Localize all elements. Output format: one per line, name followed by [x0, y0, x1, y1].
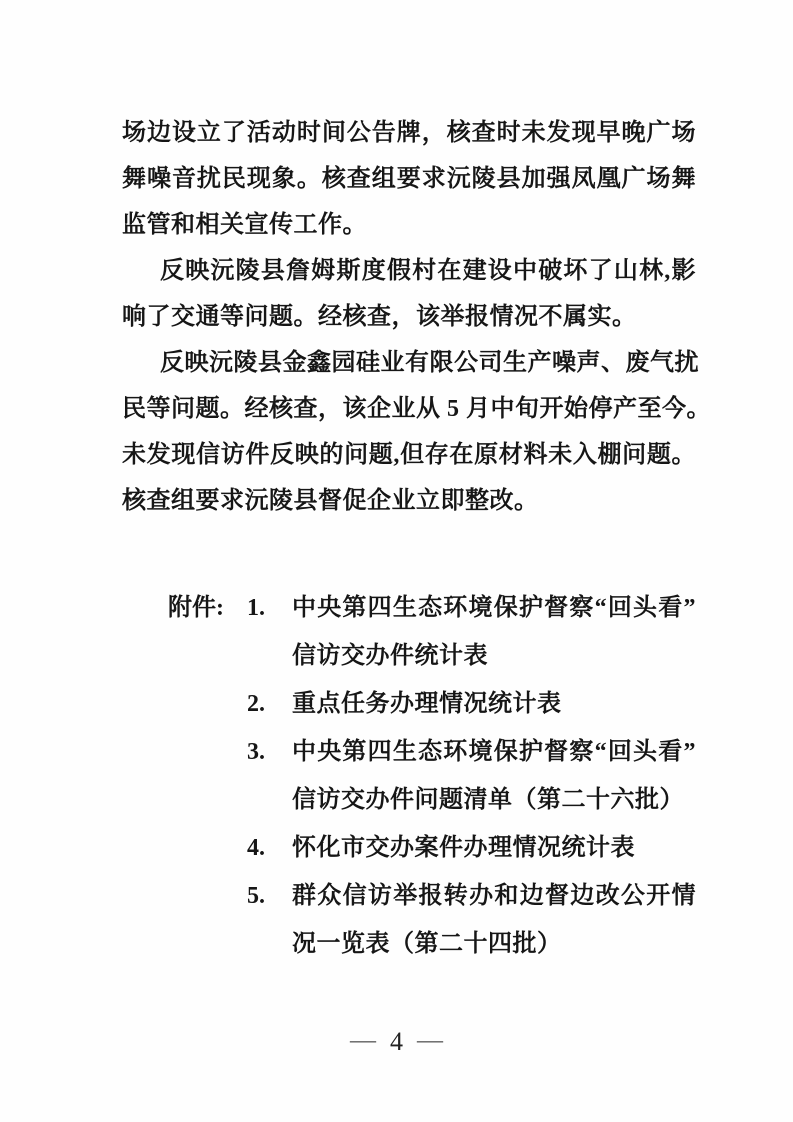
text-line: 反映沅陵县金鑫园硅业有限公司生产噪声、废气扰 — [160, 350, 699, 376]
body-paragraph — [122, 110, 696, 248]
attachment-line: 中央第四生态环境保护督察“回头看” — [292, 595, 696, 621]
body-paragraph — [122, 248, 696, 340]
page-footer — [0, 1022, 793, 1062]
footer-dash-right: — — [417, 1025, 443, 1054]
attachment-item-number: 4. — [247, 835, 265, 861]
attachment-line: 信访交办件统计表 — [292, 643, 488, 669]
text-line: 场边设立了活动时间公告牌，核查时未发现早晚广场 — [122, 120, 696, 146]
attachment-line: 重点任务办理情况统计表 — [292, 691, 562, 717]
attachment-line: 中央第四生态环境保护督察“回头看” — [292, 739, 696, 765]
body-paragraph — [122, 340, 711, 524]
text-line: 反映沅陵县詹姆斯度假村在建设中破坏了山林,影 — [160, 258, 696, 284]
attachment-line: 怀化市交办案件办理情况统计表 — [292, 835, 635, 861]
attachment-item — [122, 680, 696, 728]
attachment-line: 群众信访举报转办和边督边改公开情 — [292, 883, 696, 909]
text-line: 未发现信访件反映的问题,但存在原材料未入棚问题。 — [122, 442, 696, 468]
attachment-item — [122, 728, 696, 776]
attachment-item-continuation — [122, 920, 696, 968]
attachment-item — [122, 872, 696, 920]
text-line: 核查组要求沅陵县督促企业立即整改。 — [122, 488, 539, 514]
page-number: 4 — [390, 1027, 403, 1056]
attachment-item-number: 1. — [247, 595, 265, 621]
attachment-item-number: 5. — [247, 883, 265, 909]
attachment-item-number: 2. — [247, 691, 265, 717]
text-line: 监管和相关宣传工作。 — [122, 212, 367, 238]
attachment-item-continuation — [122, 776, 696, 824]
attachments-label: 附件: — [168, 595, 224, 621]
attachment-item-number: 3. — [247, 739, 265, 765]
footer-dash-left: — — [350, 1025, 376, 1054]
attachment-line: 况一览表（第二十四批） — [292, 931, 562, 957]
text-line: 民等问题。经核查，该企业从 5 月中旬开始停产至今。 — [122, 396, 711, 422]
attachment-item — [122, 824, 696, 872]
text-line: 响了交通等问题。经核查，该举报情况不属实。 — [122, 304, 637, 330]
text-line: 舞噪音扰民现象。核查组要求沅陵县加强凤凰广场舞 — [122, 166, 696, 192]
attachments-list — [122, 584, 696, 968]
attachment-item — [122, 584, 696, 632]
document-body — [122, 110, 711, 968]
attachment-item-continuation — [122, 632, 696, 680]
attachment-line: 信访交办件问题清单（第二十六批） — [292, 787, 684, 813]
